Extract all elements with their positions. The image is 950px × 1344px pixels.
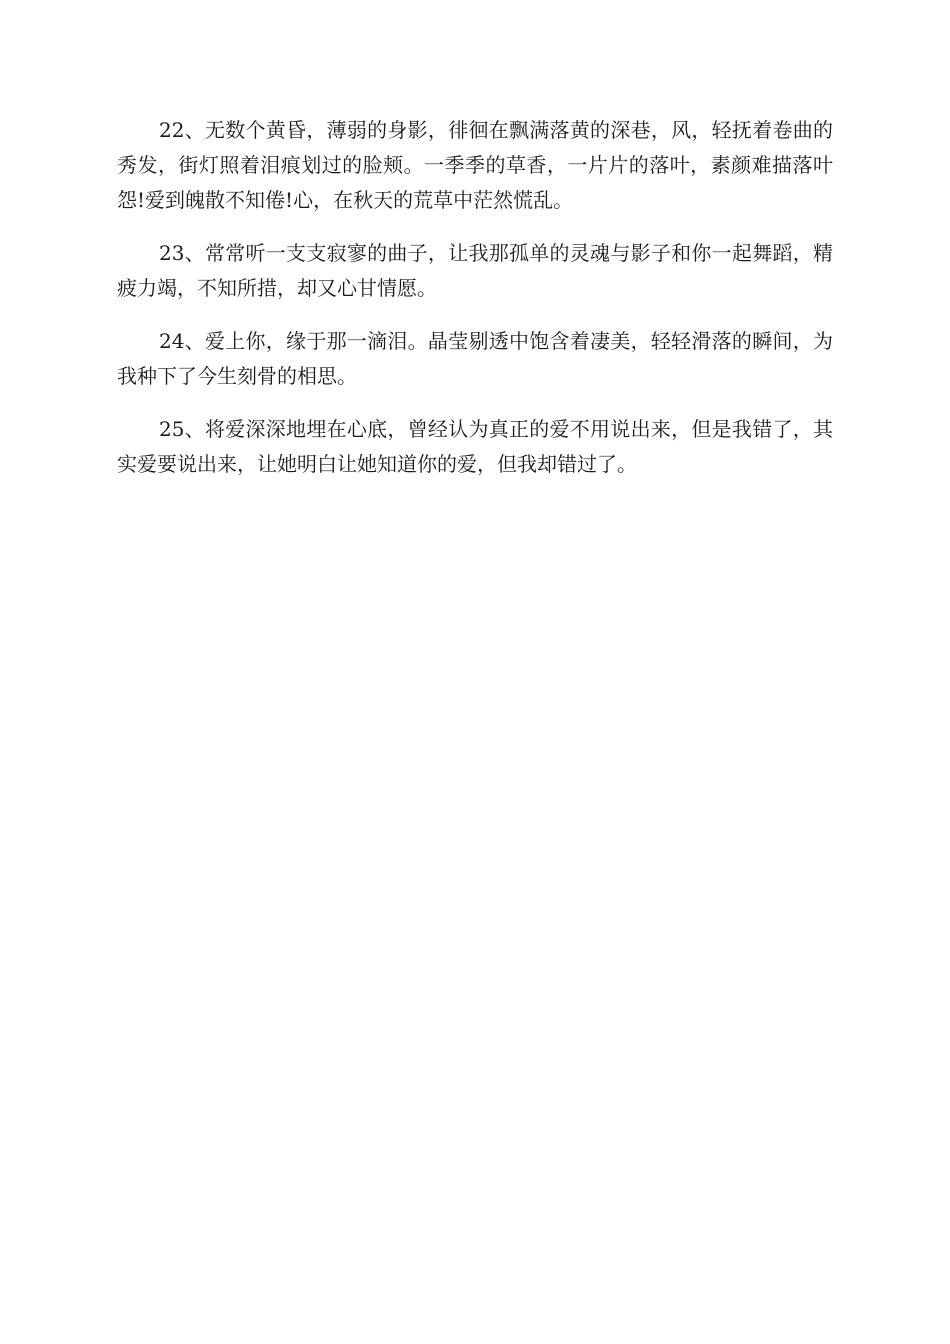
paragraph-24: 24、爱上你，缘于那一滴泪。晶莹剔透中饱含着凄美，轻轻滑落的瞬间，为我种下了今生刻骨的相思。	[117, 329, 833, 388]
paragraph-23: 23、常常听一支支寂寥的曲子，让我那孤单的灵魂与影子和你一起舞蹈，精疲力竭，不知所措，却又心甘情愿。	[117, 241, 833, 300]
paragraph-25: 25、将爱深深地埋在心底，曾经认为真正的爱不用说出来，但是我错了，其实爱要说出来，让她明白让她知道你的爱，但我却错过了。	[117, 417, 833, 476]
document-body	[117, 113, 833, 500]
paragraph-22: 22、无数个黄昏，薄弱的身影，徘徊在飘满落黄的深巷，风，轻抚着卷曲的秀发，街灯照着泪痕划过的脸颊。一季季的草香，一片片的落叶，素颜难描落叶怨!爱到魄散不知倦!心，在秋天的荒草中茫然慌乱。	[117, 118, 833, 212]
